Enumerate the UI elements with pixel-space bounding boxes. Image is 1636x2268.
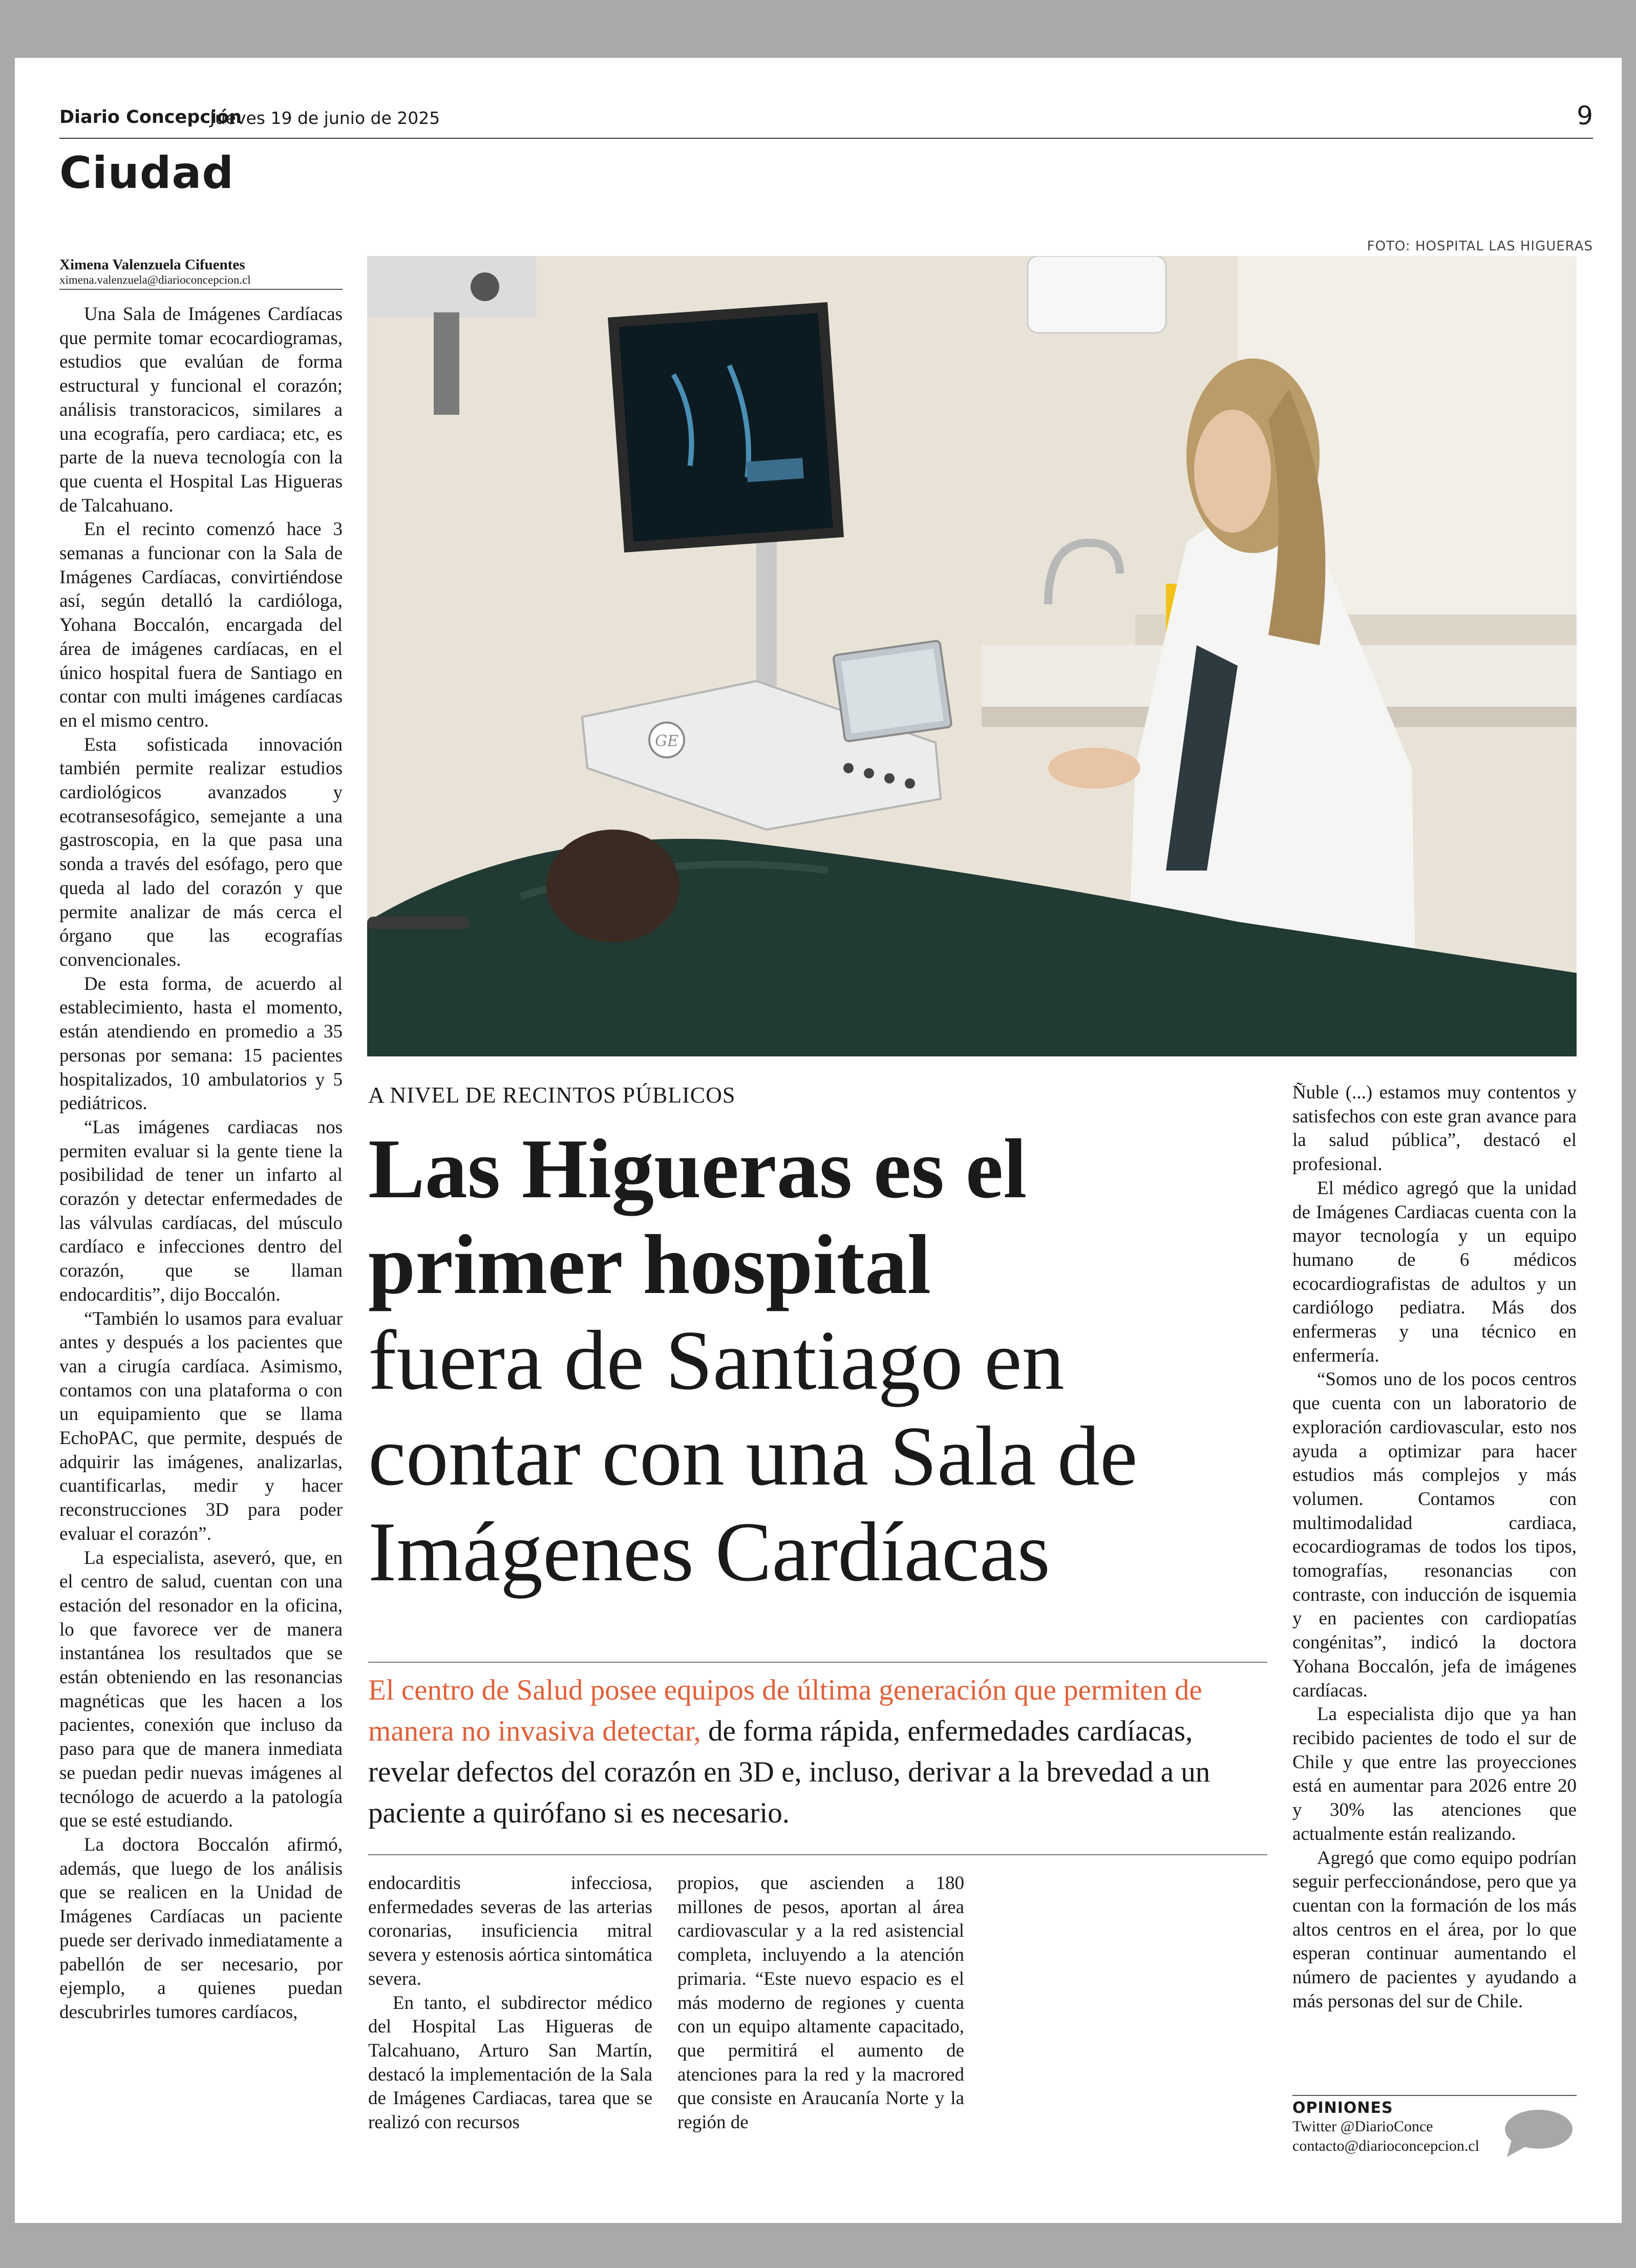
photo-credit: FOTO: HOSPITAL LAS HIGUERAS: [1367, 239, 1593, 254]
paragraph: Esta sofisticada innovación también permite realizar estudios cardiológicos avanzados y ecotransesofágico, semejante a una gastroscopia, en la que pasa una sonda a través del esófago, pero que queda al lado del corazón y que permite analizar de más cerca el órgano que las ecografías convencionales.: [59, 734, 343, 970]
divider: [368, 1854, 1267, 1855]
opinions-title: OPINIONES: [1292, 2099, 1393, 2117]
newspaper-page: [15, 58, 1622, 2223]
svg-text:GE: GE: [655, 732, 678, 750]
byline-author: Ximena Valenzuela Cifuentes: [59, 257, 245, 273]
article-column-4: [1292, 1081, 1577, 2092]
headline-regular: fuera de Santiago en contar con una Sala de Imágenes Cardíacas: [368, 1313, 1138, 1599]
paragraph: Agregó que como equipo podrían seguir perfeccionándose, pero que ya cuentan con la formación de los más altos centros en el área, por lo que esperan continuar aumentando el número de pacientes y ayudando a más personas del sur de Chile.: [1292, 1847, 1577, 2012]
hospital-photo-illustration: [367, 256, 1577, 1056]
paragraph: “Las imágenes cardiacas nos permiten evaluar si la gente tiene la posibilidad de tener un infarto al corazón y detectar enfermedades de las válvulas cardíacas, del músculo cardíaco e infecciones dentro del corazón, que se llaman endocarditis”, dijo Boccalón.: [59, 1116, 343, 1305]
paragraph: “También lo usamos para evaluar antes y después a los pacientes que van a cirugía cardíaca. Asimismo, contamos con una plataforma o con un equipamiento que se llama EchoPAC, que permite, después de adquirir las imágenes, analizarlas, cuantificarlas, medir y hacer reconstrucciones 3D para poder evaluar el corazón”.: [59, 1308, 343, 1544]
paragraph: El médico agregó que la unidad de Imágenes Cardiacas cuenta con la mayor tecnología y un equipo humano de 6 médicos ecocardiografistas de adultos y un cardiólogo pediatra. Más dos enfermeras y una técnico en enfermería.: [1292, 1177, 1577, 1366]
headline-bold: Las Higueras es el primer hospital: [368, 1121, 1027, 1311]
paragraph: La doctora Boccalón afirmó, además, que luego de los análisis que se realicen en la Unidad de Imágenes Cardíacas un paciente puede ser derivado inmediatamente a pabellón de ser necesario, por ejemplo, a quienes puedan descubrirles tumores cardíacos,: [59, 1834, 343, 2023]
paragraph: De esta forma, de acuerdo al establecimiento, hasta el momento, están atendiendo en promedio a 35 personas por semana: 15 pacientes hospitalizados, 10 ambulatorios y 5 pediátricos.: [59, 973, 343, 1114]
headline: [368, 1121, 1290, 1600]
speech-bubble-icon: [1502, 2108, 1574, 2159]
ge-logo-icon: [649, 723, 684, 757]
opinions-email[interactable]: contacto@diarioconcepcion.cl: [1292, 2137, 1479, 2154]
paragraph: propios, que ascienden a 180 millones de pesos, aportan al área cardiovascular y a la red asistencial completa, incluyendo a la atención primaria. “Este nuevo espacio es el más moderno de regiones y cuenta con un equipo altamente capacitado, que permitirá el aumento de atenciones para la red y la macrored que consiste en Araucanía Norte y la región de: [677, 1873, 964, 2133]
publication-date: Jueves 19 de junio de 2025: [210, 108, 440, 128]
kicker: A NIVEL DE RECINTOS PÚBLICOS: [368, 1083, 736, 1108]
deck-text: de forma rápida, enfermedades cardíacas, revelar defectos del corazón en 3D e, incluso, derivar a la brevedad a un paciente a quirófano si es necesario.: [368, 1715, 1210, 1829]
opinions-twitter[interactable]: Twitter @DiarioConce: [1292, 2118, 1433, 2135]
paragraph: endocarditis infecciosa, enfermedades severas de las arterias coronarias, insuficiencia mitral severa y estenosis aórtica sintomática severa.: [368, 1873, 652, 1989]
divider: [368, 1662, 1267, 1663]
deck: [368, 1670, 1269, 1834]
byline: [59, 257, 343, 290]
publication-name: Diario Concepción: [59, 107, 242, 128]
paragraph: Ñuble (...) estamos muy contentos y satisfechos con este gran avance para la salud pública”, destacó el profesional.: [1292, 1082, 1577, 1175]
paragraph: En el recinto comenzó hace 3 semanas a funcionar con la Sala de Imágenes Cardíacas, convirtiéndose así, según detalló la cardióloga, Yohana Boccalón, encargada del área de imágenes cardíacas, en el único hospital fuera de Santiago en contar con multi imágenes cardíacas en el mismo centro.: [59, 519, 343, 731]
article-column-2: [368, 1872, 652, 2189]
section-title: Ciudad: [59, 147, 234, 199]
article-column-3: [677, 1872, 964, 2189]
page-number: 9: [1577, 101, 1593, 131]
article-column-1: [59, 303, 343, 2187]
paragraph: La especialista, aseveró, que, en el centro de salud, cuentan con una estación del resonador en la oficina, lo que favorece ver de manera instantánea los resultados que se están obteniendo en las resonancias magnéticas que les hacen a los pacientes, conexión que incluso da paso para que de manera inmediata se puedan pedir nuevas imágenes al tecnólogo de acuerdo a la patología que se esté estudiando.: [59, 1547, 343, 1832]
paragraph: En tanto, el subdirector médico del Hospital Las Higueras de Talcahuano, Arturo San Martín, destacó la implementación de la Sala de Imágenes Cardiacas, tarea que se realizó con recursos: [368, 1992, 652, 2133]
paragraph: Una Sala de Imágenes Cardíacas que permite tomar ecocardiogramas, estudios que evalúan de forma estructural y funcional el corazón; análisis transtoracicos, similares a una ecografía, pero cardiaca; etc, es parte de la nueva tecnología con la que cuenta el Hospital Las Higueras de Talcahuano.: [59, 304, 343, 516]
paragraph: La especialista dijo que ya han recibido pacientes de todo el sur de Chile y que entre las proyecciones está en aumentar para 2026 entre 20 y 30% las atenciones que actualmente están realizando.: [1292, 1704, 1577, 1845]
paragraph: “Somos uno de los pocos centros que cuenta con un laboratorio de exploración cardiovascular, esto nos ayuda a optimizar para hacer estudios más complejos y más volumen. Contamos con multimodalidad cardiaca, ecocardiogramas de todos los tipos, tomografías, resonancias con contraste, con inducción de isquemia y en pacientes con cardiopatías congénitas”, indicó la doctora Yohana Boccalón, jefa de imágenes cardíacas.: [1292, 1369, 1577, 1701]
article-photo: [367, 256, 1577, 1056]
masthead: [59, 101, 1593, 139]
byline-email: ximena.valenzuela@diarioconcepcion.cl: [59, 273, 251, 286]
deck-highlight: El centro de Salud posee equipos de última generación que permiten de manera no invasiva detectar,: [368, 1674, 1202, 1747]
